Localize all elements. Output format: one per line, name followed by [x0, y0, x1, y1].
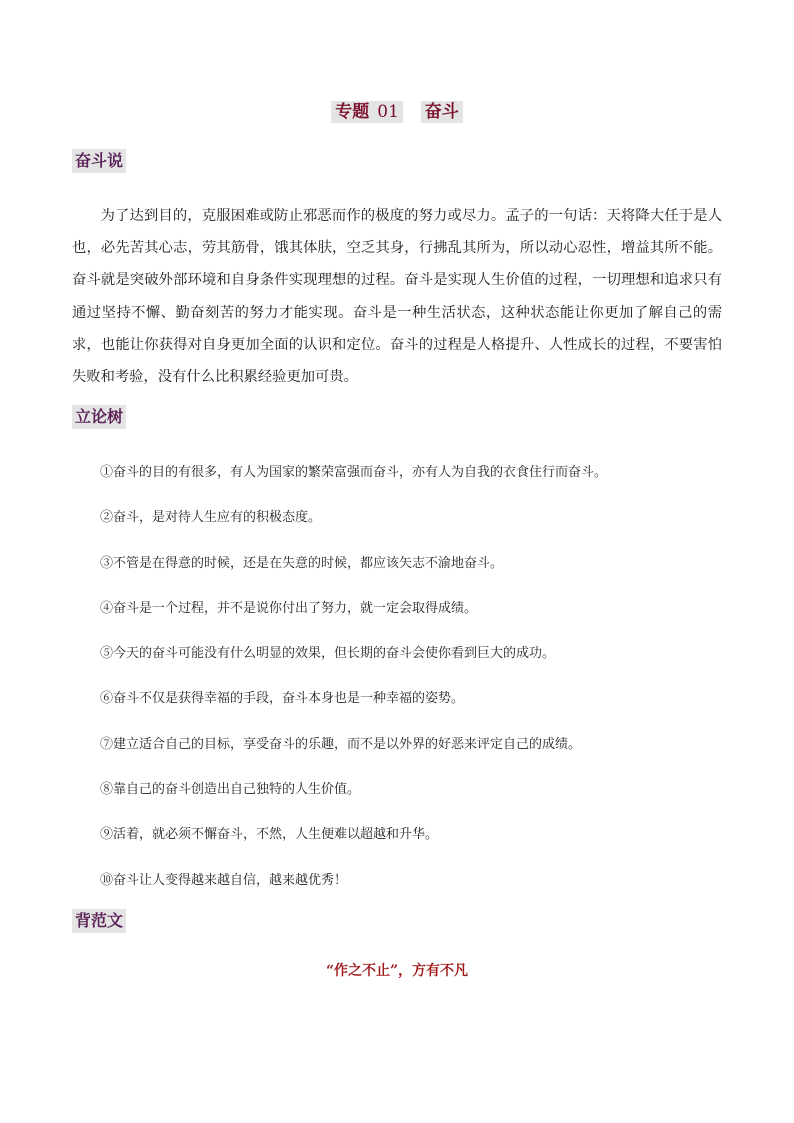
title-prefix: 专题	[331, 101, 373, 123]
argument-point-1: ①奋斗的目的有很多，有人为国家的繁荣富强而奋斗，亦有人为自我的衣食住行而奋斗。	[100, 465, 608, 480]
section-label-arguments: 立论树	[72, 405, 126, 429]
argument-point-5: ⑤今天的奋斗可能没有什么明显的效果，但长期的奋斗会使你看到巨大的成功。	[100, 646, 556, 661]
argument-point-6: ⑥奋斗不仅是获得幸福的手段，奋斗本身也是一种幸福的姿势。	[100, 691, 465, 706]
argument-point-4: ④奋斗是一个过程，并不是说你付出了努力，就一定会取得成绩。	[100, 601, 478, 616]
essay-title: “作之不止”，方有不凡	[325, 963, 469, 979]
definition-paragraph: 为了达到目的，克服困难或防止邪恶而作的极度的努力或尽力。孟子的一句话：天将降大任于是人也，必先苦其心志，劳其筋骨，饿其体肤，空乏其身，行拂乱其所为，所以动心忍性，增益其所不能。奋斗就是突破外部环境和自身条件实现理想的过程。奋斗是实现人生价值的过程，一切理想和追求只有通过坚持不懈、勤奋刻苦的努力才能实现。奋斗是一种生活状态，这种状态能让你更加了解自己的需求，也能让你获得对自身更加全面的认识和定位。奋斗的过程是人格提升、人性成长的过程，不要害怕失败和考验，没有什么比积累经验更加可贵。	[72, 208, 722, 386]
argument-point-10: ⑩奋斗让人变得越来越自信，越来越优秀！	[100, 873, 348, 888]
argument-point-2: ②奋斗，是对待人生应有的积极态度。	[100, 510, 322, 525]
title-number: 01	[373, 101, 403, 123]
argument-point-9: ⑨活着，就必须不懈奋斗，不然，人生便难以超越和升华。	[100, 827, 439, 842]
section-label-model-essay: 背范文	[72, 909, 126, 933]
argument-point-7: ⑦建立适合自己的目标，享受奋斗的乐趣，而不是以外界的好恶来评定自己的成绩。	[100, 737, 582, 752]
section-label-definition: 奋斗说	[72, 149, 126, 173]
argument-point-3: ③不管是在得意的时候，还是在失意的时候，都应该矢志不渝地奋斗。	[100, 556, 504, 571]
title-topic: 奋斗	[421, 101, 463, 123]
page-title	[0, 97, 794, 122]
argument-point-8: ⑧靠自己的奋斗创造出自己独特的人生价值。	[100, 782, 361, 797]
